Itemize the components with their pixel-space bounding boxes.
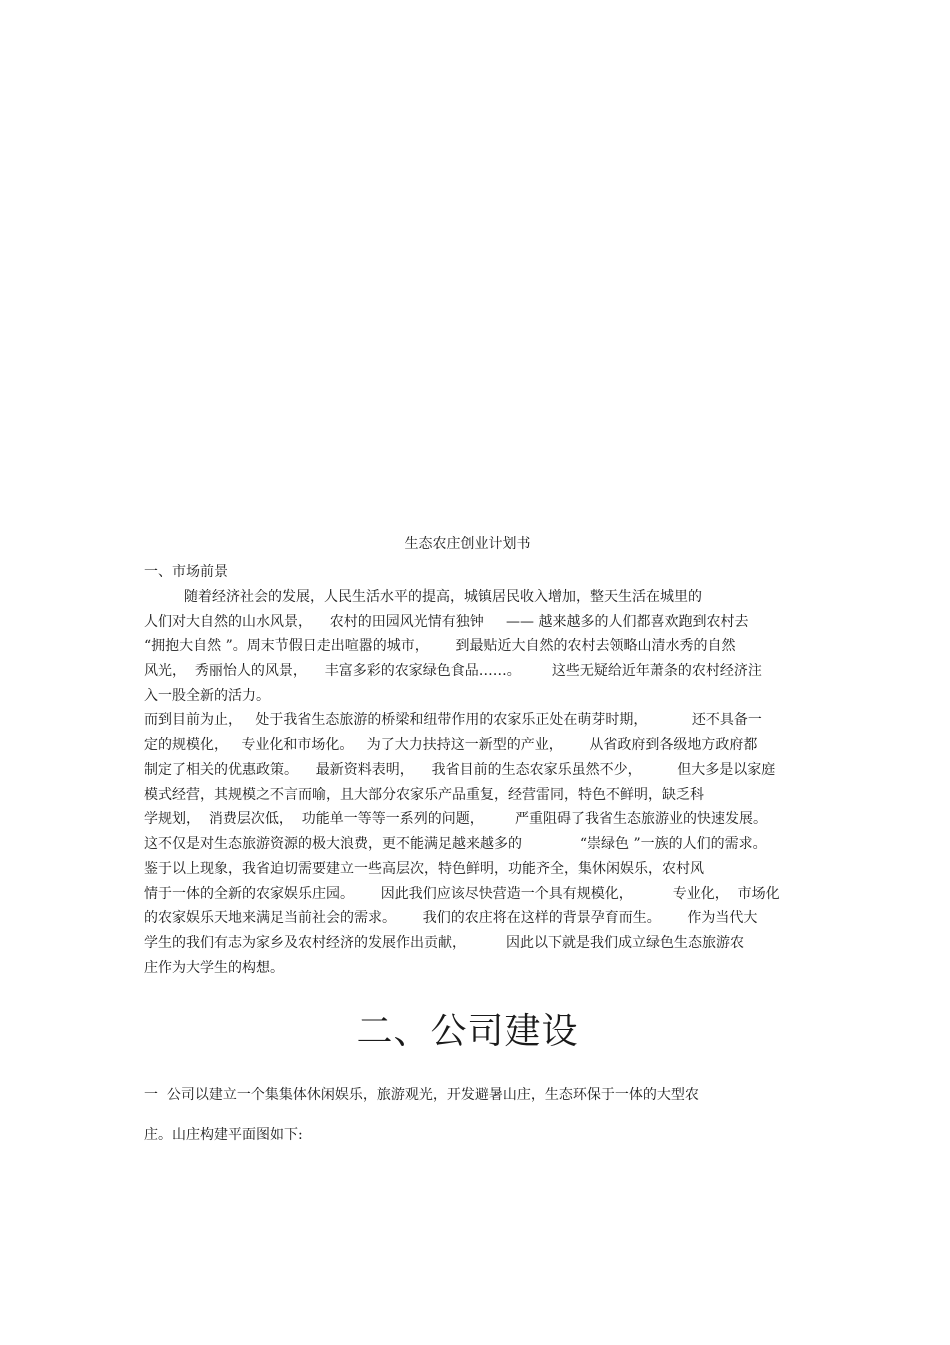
paragraph-line: “拥抱大自然 ”。周末节假日走出喧嚣的城市， 到最贴近大自然的农村去领略山清水秀的自然: [144, 638, 736, 654]
paragraph-line: 随着经济社会的发展，人民生活水平的提高，城镇居民收入增加，整天生活在城里的: [184, 589, 702, 605]
paragraph-line: 入一股全新的活力。: [144, 688, 270, 704]
paragraph-line: 风光， 秀丽怡人的风景， 丰富多彩的农家绿色食品……。 这些无疑给近年萧条的农村经济注: [144, 663, 762, 679]
paragraph-line: 情于一体的全新的农家娱乐庄园。 因此我们应该尽快营造一个具有规模化， 专业化， 市场化: [144, 886, 780, 902]
document-title: 生态农庄创业计划书: [404, 536, 531, 552]
paragraph-line: 一 公司以建立一个集集体休闲娱乐，旅游观光，开发避暑山庄，生态环保于一体的大型农: [144, 1087, 699, 1103]
paragraph-line: 模式经营，其规模之不言而喻，且大部分农家乐产品重复，经营雷同，特色不鲜明，缺乏科: [144, 787, 704, 803]
paragraph-line: 制定了相关的优惠政策。 最新资料表明， 我省目前的生态农家乐虽然不少， 但大多是以家庭: [144, 762, 776, 778]
paragraph-line: 学生的我们有志为家乡及农村经济的发展作出贡献， 因此以下就是我们成立绿色生态旅游农: [144, 935, 745, 951]
paragraph-line: 人们对大自然的山水风景， 农村的田园风光情有独钟 —— 越来越多的人们都喜欢跑到农村去: [144, 614, 749, 630]
paragraph-line: 鉴于以上现象，我省迫切需要建立一些高层次，特色鲜明，功能齐全，集休闲娱乐，农村风: [144, 861, 704, 877]
paragraph-line: 这不仅是对生态旅游资源的极大浪费，更不能满足越来越多的 “崇绿色 ”一族的人们的需求。: [144, 836, 767, 852]
paragraph-line: 的农家娱乐天地来满足当前社会的需求。 我们的农庄将在这样的背景孕育而生。 作为当代大: [144, 910, 758, 926]
paragraph-line: 庄作为大学生的构想。: [144, 960, 284, 976]
paragraph-line: 学规划， 消费层次低， 功能单一等等一系列的问题， 严重阻碍了我省生态旅游业的快速发展。: [144, 811, 767, 827]
section-heading-market: 一、市场前景: [144, 564, 228, 580]
paragraph-line: 庄。山庄构建平面图如下:: [144, 1127, 303, 1143]
section-heading-company: 二、公司建设: [356, 1011, 579, 1052]
paragraph-line: 而到目前为止， 处于我省生态旅游的桥梁和纽带作用的农家乐正处在萌芽时期， 还不具备一: [144, 712, 762, 728]
paragraph-line: 定的规模化， 专业化和市场化。 为了大力扶持这一新型的产业， 从省政府到各级地方政府都: [144, 737, 758, 753]
